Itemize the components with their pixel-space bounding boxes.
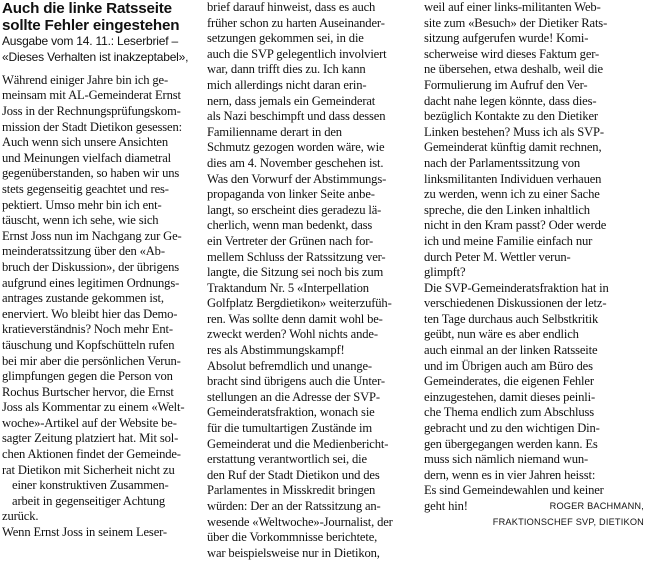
text-line: auch einmal an der linken Ratsseite	[424, 343, 598, 358]
text-line: Auch wenn sich unsere Ansichten	[2, 135, 169, 150]
text-line: und Meinungen vielfach diametral	[2, 150, 172, 165]
text-line: wesende «Weltwoche»-Journalist, der	[207, 514, 393, 529]
text-line: enerviert. Wo bleibt hier das Demo-	[2, 306, 178, 321]
text-line: gen übergegangen werden kann. Es	[424, 436, 598, 451]
subtitle-line: «Dieses Verhalten ist inakzeptabel»,	[2, 49, 189, 64]
column-2-body	[207, 0, 411, 561]
text-line: langt, so erscheint dies geradezu lä-	[207, 202, 382, 217]
text-line: bei mir aber die persönlichen Verun-	[2, 353, 181, 368]
headline-line: sollte Fehler eingestehen	[2, 17, 180, 35]
text-line: propaganda von linker Seite anbe-	[207, 187, 375, 202]
text-line: Es sind Gemeindewahlen und keiner	[424, 483, 604, 498]
text-line: täuscht, wenn ich sehe, wie sich	[2, 213, 159, 228]
text-line: würden: Der an der Ratssitzung an-	[207, 499, 381, 513]
text-line: als Nazi beschimpft und dass dessen	[207, 109, 386, 124]
text-line: weil auf einer links-militanten Web-	[424, 0, 601, 14]
text-line: arbeit in gegenseitiger Achtung	[12, 493, 166, 508]
text-line: Was den Vorwurf der Abstimmungs-	[207, 171, 387, 186]
text-line: Joss als Kommentar zu einem «Welt-	[2, 400, 185, 415]
text-line: war beispielsweise nur in Dietikon,	[207, 545, 380, 560]
text-line: früher schon zu harten Auseinander-	[207, 15, 385, 30]
text-line: dern, wenn es in vier Jahren heisst:	[424, 467, 596, 482]
text-line: bruch der Diskussion», der übrigens	[2, 259, 179, 274]
text-line: aufgrund eines legitimen Ordnungs-	[2, 275, 180, 290]
text-line: erstattung verantwortlich sei, die	[207, 452, 367, 467]
text-line: langte, die Sitzung sei noch bis zum	[207, 265, 384, 280]
text-line: ich und meine Familie einfach nur	[424, 233, 593, 248]
text-line: Absolut befremdlich und unange-	[207, 358, 372, 373]
text-line: Linken bestehen? Muss ich als SVP-	[424, 124, 604, 139]
text-line: sagter Zeitung platziert hat. Mit sol-	[2, 431, 179, 446]
text-line: für die tumultartigen Zustände im	[207, 421, 373, 436]
text-line: Rochus Burtscher hervor, die Ernst	[2, 384, 174, 399]
text-line: chen Aktionen findet der Gemeinde-	[2, 447, 181, 462]
text-line: war, dann trifft dies zu. Ich kann	[207, 62, 366, 77]
text-line: Joss in der Rechnungsprüfungskom-	[2, 104, 181, 118]
text-line: stets gegenseitig geachtet und res-	[2, 181, 169, 196]
text-line: meinsam mit AL-Gemeinderat Ernst	[2, 88, 181, 103]
text-line: antrages zustande gekommen ist,	[2, 291, 164, 306]
text-line: Die SVP-Gemeinderatsfraktion hat in	[424, 280, 609, 295]
column-3	[424, 0, 644, 527]
text-line: Familienname derart in den	[207, 124, 342, 139]
text-line: ten Tage durchaus auch Selbstkritik	[424, 311, 599, 326]
text-line: verschiedenen Diskussionen der letz-	[424, 296, 607, 311]
subtitle-line: Ausgabe vom 14. 11.: Leserbrief –	[2, 34, 178, 49]
text-line: rat Dietikon mit Sicherheit nicht zu	[2, 462, 175, 477]
text-line: mission der Stadt Dietikon gesessen:	[2, 119, 182, 134]
text-line: site zum «Besuch» der Dietiker Rats-	[424, 15, 608, 30]
text-line: Schmutz gezogen worden wäre, wie	[207, 140, 385, 155]
text-line: glimpfungen gegen die Person von	[2, 369, 173, 384]
text-line: brief darauf hinweist, dass es auch	[207, 0, 376, 14]
text-line: pektiert. Umso mehr bin ich ent-	[2, 197, 162, 212]
text-line: den Ruf der Stadt Dietikon und des	[207, 467, 380, 482]
text-line: mellem Schluss der Ratssitzung ver-	[207, 249, 386, 264]
text-line: einer konstruktiven Zusammen-	[12, 478, 169, 493]
text-line: spreche, die den Linken inhaltlich	[424, 202, 590, 217]
text-line: Parlamentes in Misskredit bringen	[207, 483, 376, 498]
text-line: durch Peter M. Wettler verun-	[424, 249, 571, 264]
column-1	[2, 0, 198, 540]
text-line: und im Übrigen auch am Büro des	[424, 358, 593, 373]
text-line: mich allerdings nicht daran erin-	[207, 77, 367, 92]
text-line: Gemeinderat und die Medienbericht-	[207, 436, 389, 451]
text-line: geübt, nun wäre es aber endlich	[424, 327, 579, 342]
text-line: woche»-Artikel auf der Website be-	[2, 415, 177, 430]
text-line: res als Abstimmungskampf!	[207, 343, 345, 358]
signature-name: ROGER BACHMANN,	[549, 501, 644, 511]
text-line: che Thema endlich zum Abschluss	[424, 405, 594, 420]
text-line: setzungen gekommen sei, in die	[207, 31, 364, 46]
text-line: cherlich, wenn man bedenkt, dass	[207, 218, 373, 233]
text-line: bezüglich Kontakte zu den Dietiker	[424, 109, 598, 124]
text-line: stellungen an die Adresse der SVP-	[207, 389, 380, 404]
text-line: über die Vorkommnisse berichtete,	[207, 530, 378, 545]
text-line: ne übersehen, etwa deshalb, weil die	[424, 62, 603, 77]
text-line: gegenüberstanden, so haben wir uns	[2, 166, 180, 181]
column-2	[207, 0, 411, 560]
text-line: einzugestehen, damit dieses peinli-	[424, 389, 596, 404]
closing-row	[424, 499, 644, 515]
text-line: muss sich nämlich niemand wun-	[424, 452, 589, 467]
text-line: nicht in den Kram passt? Oder werde	[424, 218, 607, 233]
text-line: sitzung aufgerufen wurde! Komi-	[424, 31, 589, 46]
text-line: Während einiger Jahre bin ich ge-	[2, 72, 169, 87]
text-line: bracht sind übrigens auch die Unter-	[207, 374, 385, 389]
text-line: auch die SVP gelegentlich involviert	[207, 46, 387, 61]
text-line: zurück.	[2, 509, 39, 524]
text-line: meinderatssitzung über den «Ab-	[2, 244, 165, 259]
column-1-body	[2, 73, 198, 541]
closing-text: geht hin!	[424, 499, 468, 513]
text-line: Golfplatz Bergdietikon» weiterzufüh-	[207, 296, 392, 311]
text-line: gebracht und zu den wichtigen Din-	[424, 421, 600, 436]
signature-role: FRAKTIONSCHEF SVP, DIETIKON	[492, 516, 644, 527]
text-line: kratieverständnis? Noch mehr Ent-	[2, 322, 173, 337]
column-3-body	[424, 0, 644, 499]
text-line: ein Vertreter der Grünen nach for-	[207, 233, 374, 248]
text-line: nern, dass jemals ein Gemeinderat	[207, 93, 376, 108]
text-line: täuschung und Kopfschütteln rufen	[2, 337, 175, 352]
text-line: Ernst Joss nun im Nachgang zur Ge-	[2, 228, 182, 243]
spacer	[2, 65, 198, 73]
text-line: scherweise wird dieses Faktum ger-	[424, 46, 600, 61]
text-line: zu werden, wenn ich zu einer Sache	[424, 187, 600, 202]
text-line: nach der Parlamentssitzung von	[424, 155, 581, 170]
text-line: Gemeinderatsfraktion, wonach sie	[207, 405, 375, 420]
text-line: Gemeinderat künftig damit rechnen,	[424, 140, 602, 155]
text-line: dacht nahe legen könnte, dass dies-	[424, 93, 597, 108]
text-line: ren. Was sollte denn damit wohl be-	[207, 311, 383, 326]
text-line: Formulierung im Aufruf den Ver-	[424, 77, 588, 92]
text-line: glimpft?	[424, 265, 466, 280]
text-line: Wenn Ernst Joss in seinem Leser-	[2, 525, 167, 540]
text-line: linksmilitanten Individuen verhauen	[424, 171, 602, 186]
text-line: Traktandum Nr. 5 «Interpellation	[207, 280, 369, 295]
text-line: Gemeinderates, die eigenen Fehler	[424, 374, 594, 389]
text-line: dies am 4. November geschehen ist.	[207, 155, 384, 170]
headline-line: Auch die linke Ratsseite	[2, 0, 172, 17]
text-line: zweckt werden? Wohl nichts ande-	[207, 327, 378, 342]
